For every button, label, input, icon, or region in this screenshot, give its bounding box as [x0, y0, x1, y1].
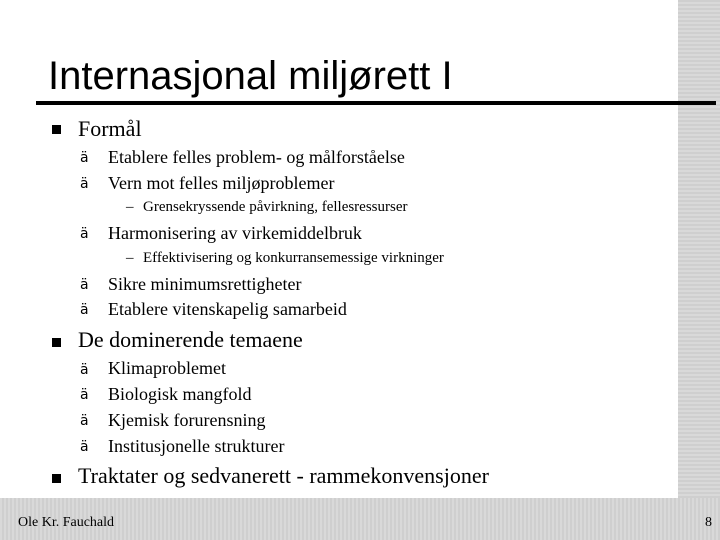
square-bullet-icon — [52, 338, 61, 347]
square-bullet-icon — [52, 125, 61, 134]
dash-bullet-icon: – — [126, 199, 134, 215]
list-item: Etablere vitenskapelig samarbeid — [108, 299, 347, 319]
list-item: Klimaproblemet — [108, 358, 226, 378]
arrow-bullet-icon: ä — [80, 413, 89, 429]
square-bullet-icon — [52, 474, 61, 483]
sub-list-item: Grensekryssende påvirkning, fellesressurser — [143, 199, 408, 215]
title-underline — [36, 101, 716, 105]
side-decoration-band — [678, 0, 720, 540]
arrow-bullet-icon: ä — [80, 176, 89, 192]
section-heading: Formål — [78, 116, 142, 141]
footer-author: Ole Kr. Fauchald — [18, 515, 115, 530]
list-item: Kjemisk forurensning — [108, 410, 266, 430]
list-item: Etablere felles problem- og målforståelse — [108, 147, 405, 167]
list-item: Institusjonelle strukturer — [108, 436, 285, 456]
list-item: Vern mot felles miljøproblemer — [108, 173, 335, 193]
list-item: Biologisk mangfold — [108, 384, 252, 404]
page-number: 8 — [705, 515, 712, 530]
section-heading: Traktater og sedvanerett - rammekonvensjoner — [78, 463, 489, 488]
list-item: Harmonisering av virkemiddelbruk — [108, 223, 362, 243]
arrow-bullet-icon: ä — [80, 362, 89, 378]
arrow-bullet-icon: ä — [80, 302, 89, 318]
arrow-bullet-icon: ä — [80, 226, 89, 242]
arrow-bullet-icon: ä — [80, 277, 89, 293]
arrow-bullet-icon: ä — [80, 439, 89, 455]
arrow-bullet-icon: ä — [80, 150, 89, 166]
section-heading: De dominerende temaene — [78, 327, 303, 352]
sub-list-item: Effektivisering og konkurransemessige virkninger — [143, 250, 444, 266]
dash-bullet-icon: – — [126, 250, 134, 266]
slide-title: Internasjonal miljørett I — [48, 54, 453, 98]
arrow-bullet-icon: ä — [80, 387, 89, 403]
list-item: Sikre minimumsrettigheter — [108, 274, 302, 294]
